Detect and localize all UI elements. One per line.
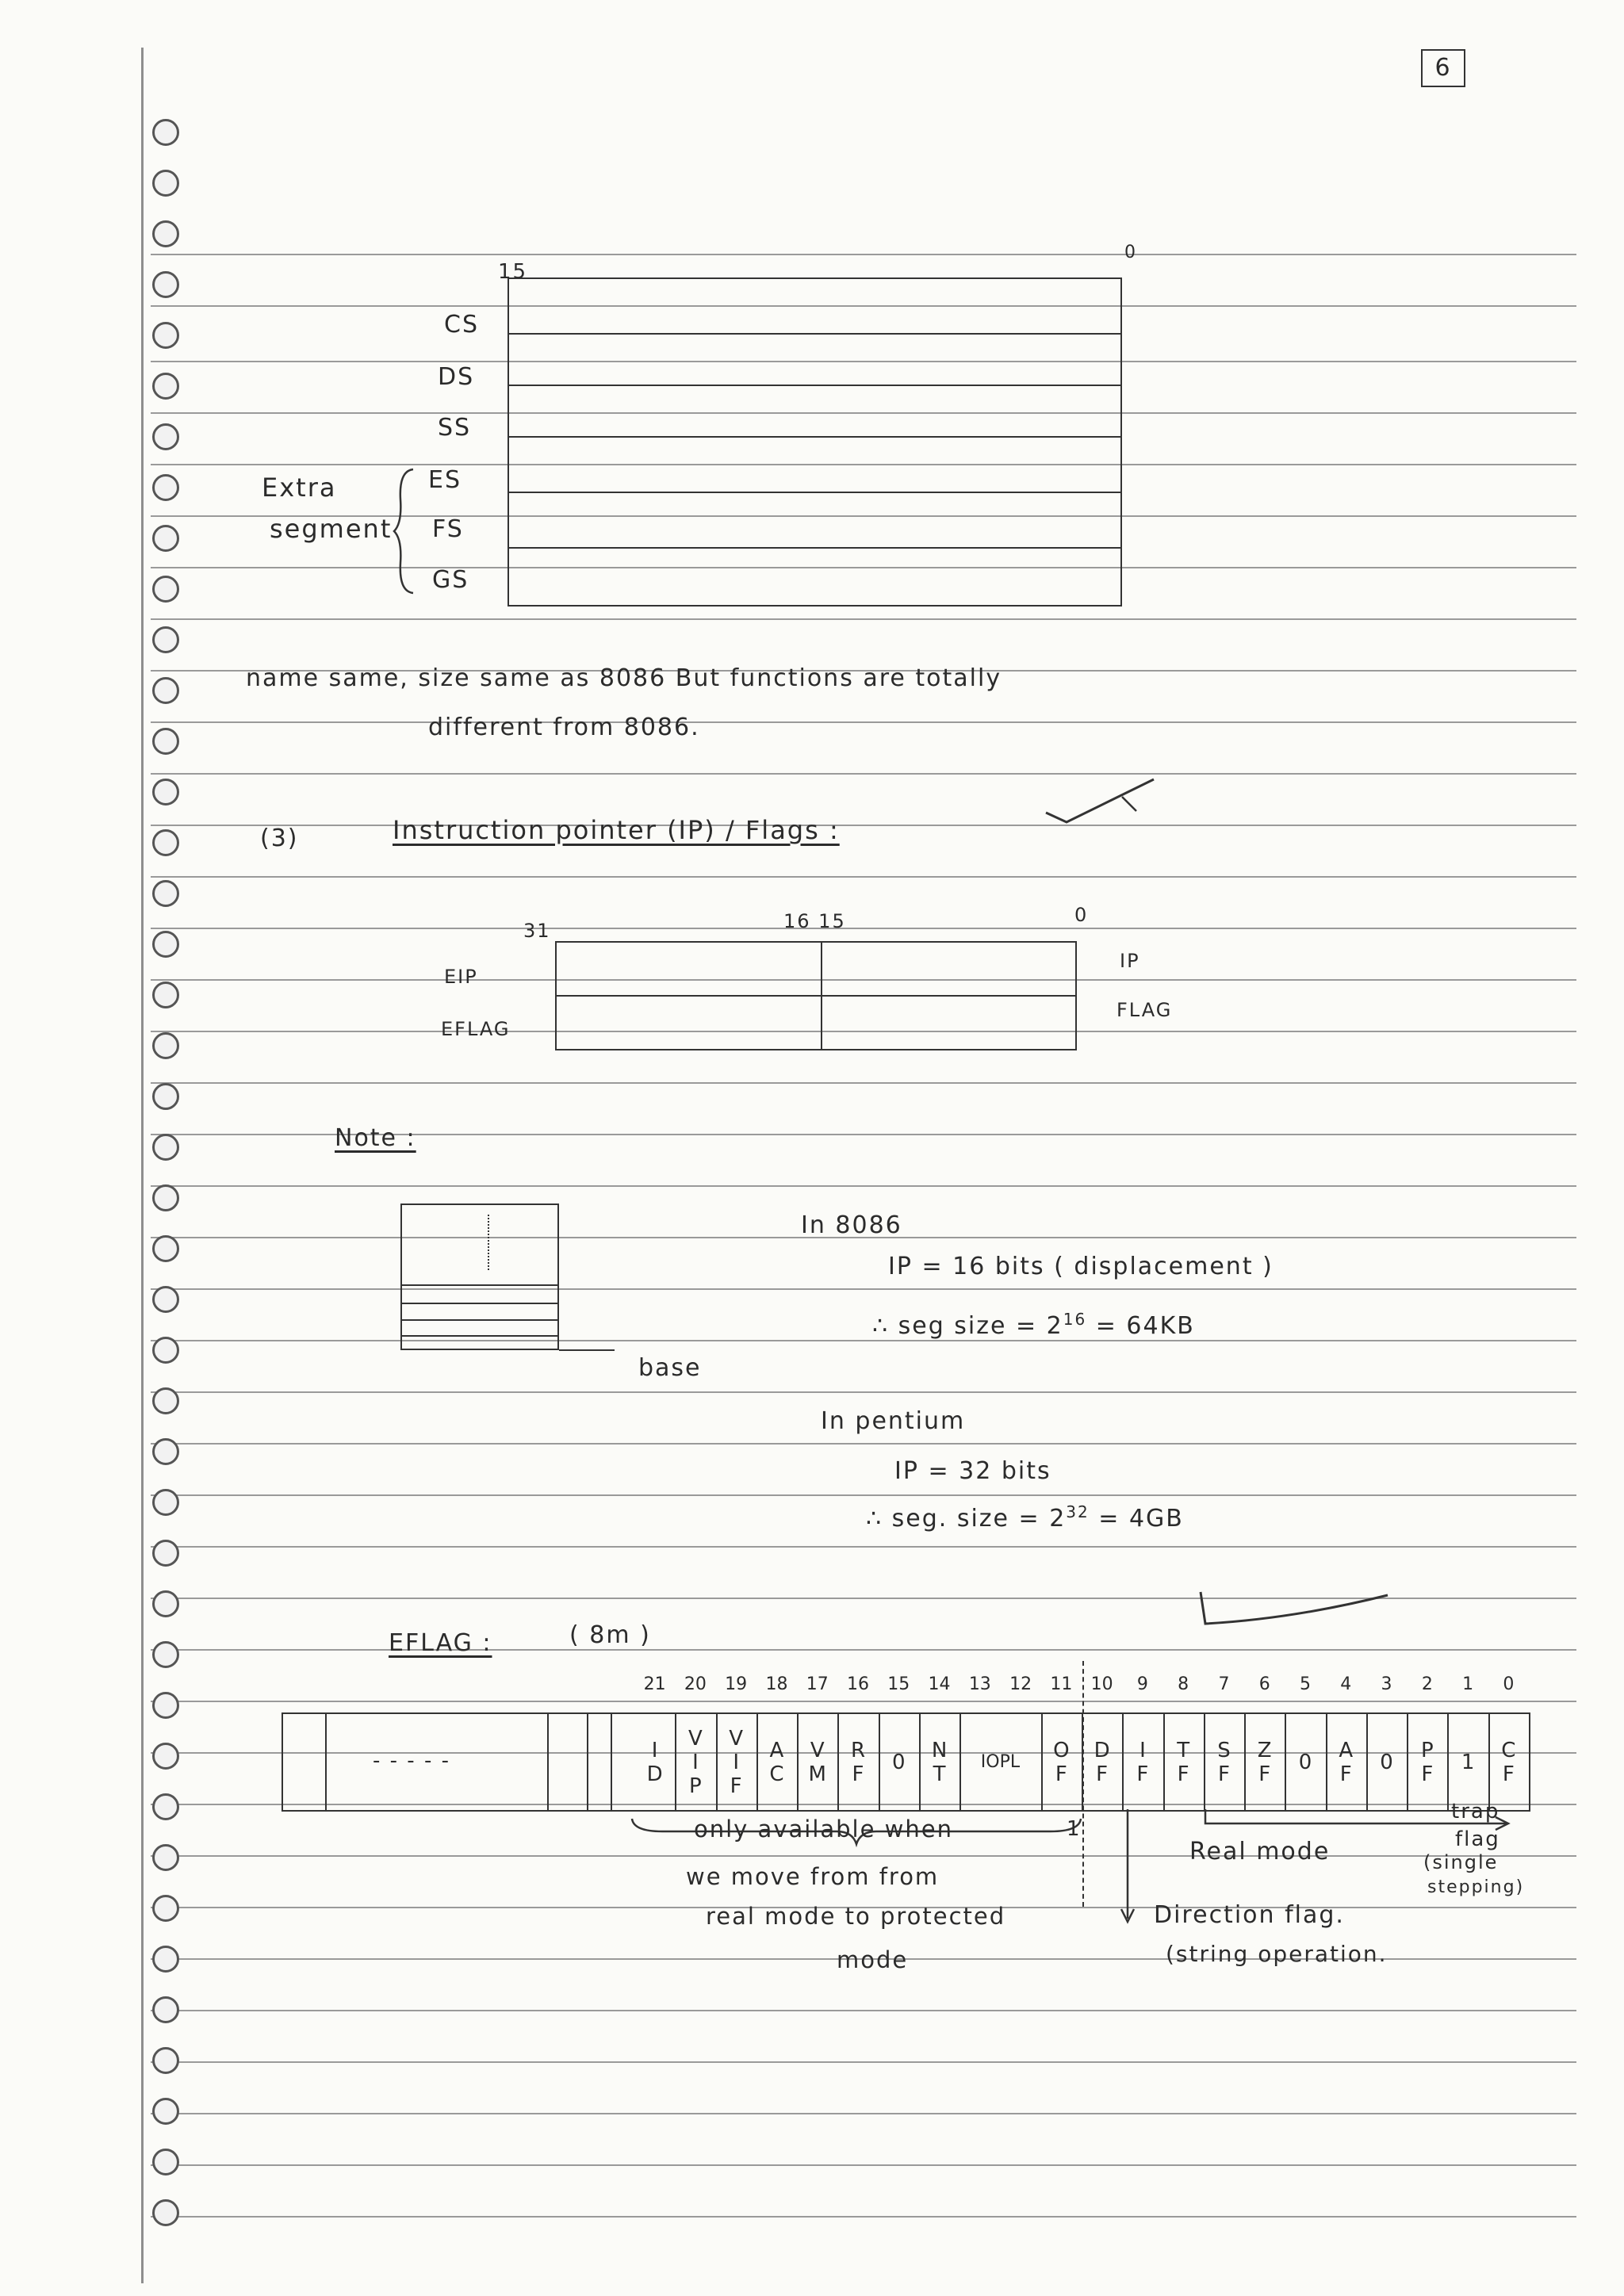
eflag-bit-number: 14: [928, 1674, 951, 1694]
protected-note-line2: we move from from: [686, 1863, 940, 1890]
checkmark-icon: [1197, 1586, 1396, 1633]
eflag-label: EFLAG: [441, 1018, 511, 1040]
page-number: 6: [1434, 54, 1452, 82]
eflag-flag-cell: V M: [808, 1738, 826, 1786]
extra-segment-brace: [393, 468, 416, 595]
extra-segment-label-line2: segment: [270, 514, 393, 544]
eip-label: EIP: [444, 966, 478, 988]
register-cs: CS: [444, 311, 479, 339]
in-pentium-label: In pentium: [821, 1407, 966, 1435]
eflag-bit-number: 16: [847, 1674, 869, 1694]
eflag-bit-number: 9: [1136, 1674, 1148, 1694]
eflag-bit-number: 18: [765, 1674, 788, 1694]
eflag-reserved-dashes: - - - - -: [373, 1749, 450, 1773]
eflag-bit-number: 5: [1300, 1674, 1311, 1694]
eflag-bit-number: 17: [806, 1674, 829, 1694]
segment-note-line1: name same, size same as 8086 But functions are totally: [246, 664, 1002, 692]
eflag-flag-cell: R F: [850, 1738, 866, 1786]
bit-11-one-mark: 1: [1067, 1817, 1082, 1841]
section3-number: (3): [260, 825, 299, 852]
eflag-bit-number: 3: [1381, 1674, 1392, 1694]
eflag-flag-cell: 0: [891, 1750, 906, 1774]
eflag-flag-cell: T F: [1177, 1738, 1190, 1786]
eflag-bit-number: 4: [1340, 1674, 1352, 1694]
eflag-flag-cell: IOPL: [980, 1751, 1021, 1772]
eflag-bit-number: 15: [887, 1674, 910, 1694]
bit-11-divider: [1082, 1661, 1084, 1907]
eflag-flag-cell: I F: [1136, 1738, 1149, 1786]
eflag-bit-number: 6: [1258, 1674, 1270, 1694]
note-label: Note :: [335, 1124, 416, 1152]
eflag-flag-cell: Z F: [1257, 1738, 1272, 1786]
register-ss: SS: [438, 414, 472, 442]
register-gs: GS: [432, 566, 469, 594]
in-8086-label: In 8086: [801, 1211, 902, 1239]
section3-title: Instruction pointer (IP) / Flags :: [393, 815, 840, 845]
trap-flag-line3: (single: [1423, 1851, 1499, 1873]
eflag-bit-number: 8: [1178, 1674, 1189, 1694]
segment-bit-low: 0: [1124, 243, 1137, 262]
segment-note-line2: different from 8086.: [428, 714, 700, 741]
base-label: base: [638, 1354, 702, 1382]
trap-flag-line4: stepping): [1427, 1877, 1525, 1897]
direction-flag-line1: Direction flag.: [1154, 1901, 1345, 1929]
seg-size-32: ∴ seg. size = $2^{32} = 4GB$: [866, 1502, 1184, 1533]
register-fs: FS: [432, 515, 464, 543]
eflag-flag-cell: P F: [1420, 1738, 1434, 1786]
eflag-flag-cell: 0: [1298, 1750, 1312, 1774]
eflag-flag-cell: I D: [646, 1738, 663, 1786]
trap-flag-line2: flag: [1455, 1827, 1500, 1851]
eflag-bit-number: 0: [1503, 1674, 1515, 1694]
eflag-flag-cell: A C: [769, 1738, 784, 1786]
trap-flag-line1: trap: [1451, 1800, 1500, 1823]
ip-bit-31: 31: [523, 920, 551, 942]
eflag-bit-number: 11: [1050, 1674, 1073, 1694]
register-ds: DS: [438, 363, 475, 391]
eflag-bit-number: 2: [1421, 1674, 1433, 1694]
eflag-flag-cell: C F: [1501, 1738, 1516, 1786]
protected-note-line3: real mode to protected: [706, 1903, 1006, 1930]
page-number-box: [1421, 49, 1465, 87]
eflag-flag-cell: 1: [1461, 1750, 1475, 1774]
eflag-flag-cell: V I P: [688, 1726, 703, 1798]
ip-32-bits: IP = 32 bits: [894, 1457, 1051, 1485]
flag-label: FLAG: [1116, 999, 1173, 1021]
direction-flag-line2: (string operation.: [1166, 1941, 1388, 1967]
protected-note-line1: only available when: [694, 1816, 953, 1843]
real-mode-label: Real mode: [1189, 1838, 1331, 1866]
eflag-flag-cell: S F: [1217, 1738, 1231, 1786]
eflag-bit-number: 7: [1218, 1674, 1230, 1694]
segment-bit-high: 15: [498, 260, 528, 284]
seg-size-16: ∴ seg size = $2^{16} = 64KB$: [872, 1310, 1195, 1340]
eflag-flag-cell: A F: [1339, 1738, 1354, 1786]
eflag-marks: ( 8m ): [569, 1621, 651, 1649]
eflag-bit-number: 21: [643, 1674, 666, 1694]
eflag-bit-number: 12: [1009, 1674, 1032, 1694]
register-es: ES: [428, 466, 462, 494]
ip-bit-0: 0: [1074, 904, 1089, 926]
margin-line: [141, 48, 144, 2283]
eflag-bit-number: 19: [725, 1674, 748, 1694]
extra-segment-label-line1: Extra: [262, 473, 337, 503]
ip-16-bits: IP = 16 bits ( displacement ): [888, 1253, 1274, 1280]
protected-note-line4: mode: [837, 1946, 909, 1973]
eflag-flag-cell: D F: [1094, 1738, 1110, 1786]
eflag-flag-cell: O F: [1053, 1738, 1070, 1786]
ip-label: IP: [1120, 950, 1140, 972]
eflag-bit-number: 10: [1090, 1674, 1113, 1694]
segment-table-frame: [508, 277, 1122, 607]
eflag-bit-number: 1: [1462, 1674, 1474, 1694]
eflag-flag-cell: 0: [1380, 1750, 1393, 1774]
ip-bit-16-15: 16 15: [783, 910, 846, 932]
eflag-flag-cell: N T: [931, 1738, 948, 1786]
checkmark-icon: [1043, 773, 1162, 828]
eflag-title: EFLAG :: [389, 1629, 492, 1657]
eflag-bit-number: 13: [968, 1674, 991, 1694]
eflag-bit-number: 20: [684, 1674, 707, 1694]
eflag-flag-cell: V I F: [729, 1726, 744, 1798]
